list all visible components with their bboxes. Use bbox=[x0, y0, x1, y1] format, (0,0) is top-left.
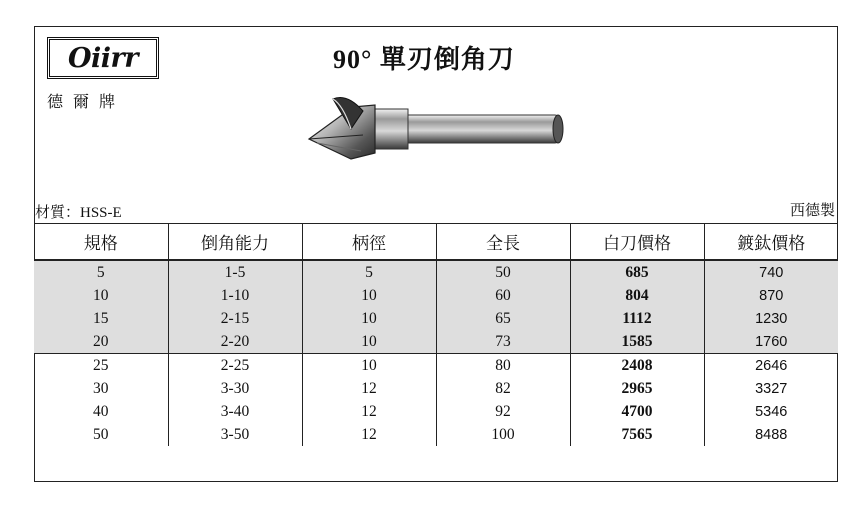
table-cell: 3-40 bbox=[168, 400, 302, 423]
brand-logo bbox=[47, 37, 159, 79]
table-cell: 100 bbox=[436, 423, 570, 446]
table-cell: 82 bbox=[436, 377, 570, 400]
table-row bbox=[34, 330, 838, 354]
page-title: 90° 單刃倒角刀 bbox=[333, 45, 515, 74]
table-cell: 15 bbox=[34, 307, 168, 330]
table-cell-price: 5346 bbox=[704, 400, 838, 423]
table-cell: 10 bbox=[302, 330, 436, 354]
column-header: 柄徑 bbox=[302, 224, 436, 261]
table-cell: 10 bbox=[302, 284, 436, 307]
table-cell: 25 bbox=[34, 354, 168, 378]
table-cell-price: 8488 bbox=[704, 423, 838, 446]
table-cell: 12 bbox=[302, 423, 436, 446]
table-cell: 73 bbox=[436, 330, 570, 354]
table-cell-price: 685 bbox=[570, 260, 704, 284]
table-cell: 80 bbox=[436, 354, 570, 378]
table-header-row bbox=[34, 224, 838, 261]
table-cell-price: 1760 bbox=[704, 330, 838, 354]
column-header: 全長 bbox=[436, 224, 570, 261]
countersink-tool-image bbox=[303, 85, 571, 180]
table-cell: 1-10 bbox=[168, 284, 302, 307]
table-row bbox=[34, 354, 838, 378]
table-cell: 92 bbox=[436, 400, 570, 423]
column-header: 規格 bbox=[34, 224, 168, 261]
table-cell-price: 1585 bbox=[570, 330, 704, 354]
table-cell: 5 bbox=[302, 260, 436, 284]
table-cell: 65 bbox=[436, 307, 570, 330]
table-cell: 20 bbox=[34, 330, 168, 354]
table-cell-price: 1230 bbox=[704, 307, 838, 330]
column-header: 倒角能力 bbox=[168, 224, 302, 261]
table-cell: 30 bbox=[34, 377, 168, 400]
table-row bbox=[34, 260, 838, 284]
table-cell-price: 740 bbox=[704, 260, 838, 284]
table-cell: 40 bbox=[34, 400, 168, 423]
table-row bbox=[34, 377, 838, 400]
table-cell: 10 bbox=[302, 354, 436, 378]
table-row bbox=[34, 423, 838, 446]
table-cell: 3-30 bbox=[168, 377, 302, 400]
table-cell: 12 bbox=[302, 400, 436, 423]
table-cell: 2-20 bbox=[168, 330, 302, 354]
table-cell-price: 3327 bbox=[704, 377, 838, 400]
table-cell-price: 2965 bbox=[570, 377, 704, 400]
brand-name: 德爾牌 bbox=[47, 94, 126, 111]
column-header: 鍍鈦價格 bbox=[704, 224, 838, 261]
catalog-sheet bbox=[34, 26, 838, 482]
price-table bbox=[34, 223, 838, 446]
table-cell: 50 bbox=[436, 260, 570, 284]
table-cell-price: 1112 bbox=[570, 307, 704, 330]
table-cell: 10 bbox=[302, 307, 436, 330]
origin-label: 西德製 bbox=[789, 203, 835, 219]
table-cell: 3-50 bbox=[168, 423, 302, 446]
table-row bbox=[34, 400, 838, 423]
column-header: 白刀價格 bbox=[570, 224, 704, 261]
table-cell: 50 bbox=[34, 423, 168, 446]
brand-logo-text: Oiirr bbox=[68, 42, 138, 74]
table-cell: 12 bbox=[302, 377, 436, 400]
table-cell: 60 bbox=[436, 284, 570, 307]
table-cell-price: 870 bbox=[704, 284, 838, 307]
table-row bbox=[34, 284, 838, 307]
table-cell-price: 2646 bbox=[704, 354, 838, 378]
table-cell-price: 7565 bbox=[570, 423, 704, 446]
table-cell: 5 bbox=[34, 260, 168, 284]
table-cell: 10 bbox=[34, 284, 168, 307]
table-cell-price: 2408 bbox=[570, 354, 704, 378]
table-row bbox=[34, 307, 838, 330]
material-label: 材質：HSS-E bbox=[35, 205, 122, 221]
table-cell-price: 804 bbox=[570, 284, 704, 307]
table-cell: 1-5 bbox=[168, 260, 302, 284]
table-cell: 2-25 bbox=[168, 354, 302, 378]
table-cell-price: 4700 bbox=[570, 400, 704, 423]
table-cell: 2-15 bbox=[168, 307, 302, 330]
